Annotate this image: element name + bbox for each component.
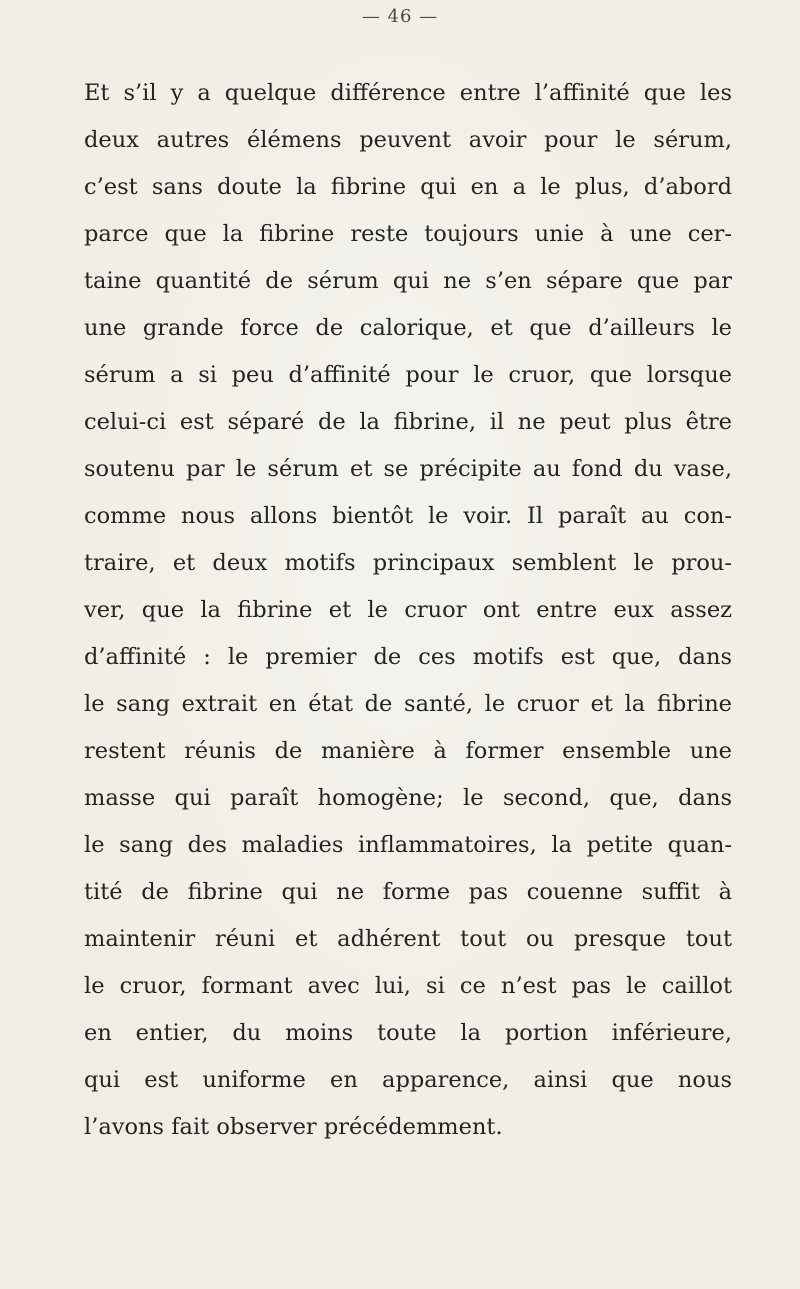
text-line-2: deux autres élémens peuvent avoir pour le sérum, bbox=[84, 127, 732, 153]
page-number: — 46 — bbox=[361, 6, 439, 27]
text-line-3: c’est sans doute la fibrine qui en a le plus, d’abord bbox=[84, 174, 732, 200]
text-line-12: ver, que la fibrine et le cruor ont entre eux assez bbox=[84, 597, 732, 623]
text-line-18: tité de fibrine qui ne forme pas couenne suffit à bbox=[84, 879, 732, 905]
text-line-15: restent réunis de manière à former ensemble une bbox=[84, 738, 732, 764]
text-line-7: sérum a si peu d’affinité pour le cruor, que lorsque bbox=[84, 362, 732, 388]
text-line-11: traire, et deux motifs principaux semblent le prou- bbox=[84, 550, 732, 576]
text-line-22: qui est uniforme en apparence, ainsi que nous bbox=[84, 1067, 732, 1093]
text-line-20: le cruor, formant avec lui, si ce n’est pas le caillot bbox=[84, 973, 732, 999]
body-text bbox=[84, 70, 732, 1151]
text-line-4: parce que la fibrine reste toujours unie à une cer- bbox=[84, 221, 732, 247]
text-line-6: une grande force de calorique, et que d’ailleurs le bbox=[84, 315, 732, 341]
text-line-19: maintenir réuni et adhérent tout ou presque tout bbox=[84, 926, 732, 952]
text-line-23: l’avons fait observer précédemment. bbox=[84, 1114, 503, 1140]
text-line-8: celui-ci est séparé de la fibrine, il ne peut plus être bbox=[84, 409, 732, 435]
text-line-10: comme nous allons bientôt le voir. Il paraît au con- bbox=[84, 503, 732, 529]
text-line-1: Et s’il y a quelque différence entre l’affinité que les bbox=[84, 80, 732, 106]
text-line-13: d’affinité : le premier de ces motifs est que, dans bbox=[84, 644, 732, 670]
text-line-14: le sang extrait en état de santé, le cruor et la fibrine bbox=[84, 691, 732, 717]
text-line-9: soutenu par le sérum et se précipite au fond du vase, bbox=[84, 456, 732, 482]
text-line-5: taine quantité de sérum qui ne s’en sépare que par bbox=[84, 268, 732, 294]
text-line-16: masse qui paraît homogène; le second, que, dans bbox=[84, 785, 732, 811]
text-line-21: en entier, du moins toute la portion inférieure, bbox=[84, 1020, 732, 1046]
text-line-17: le sang des maladies inflammatoires, la petite quan- bbox=[84, 832, 732, 858]
